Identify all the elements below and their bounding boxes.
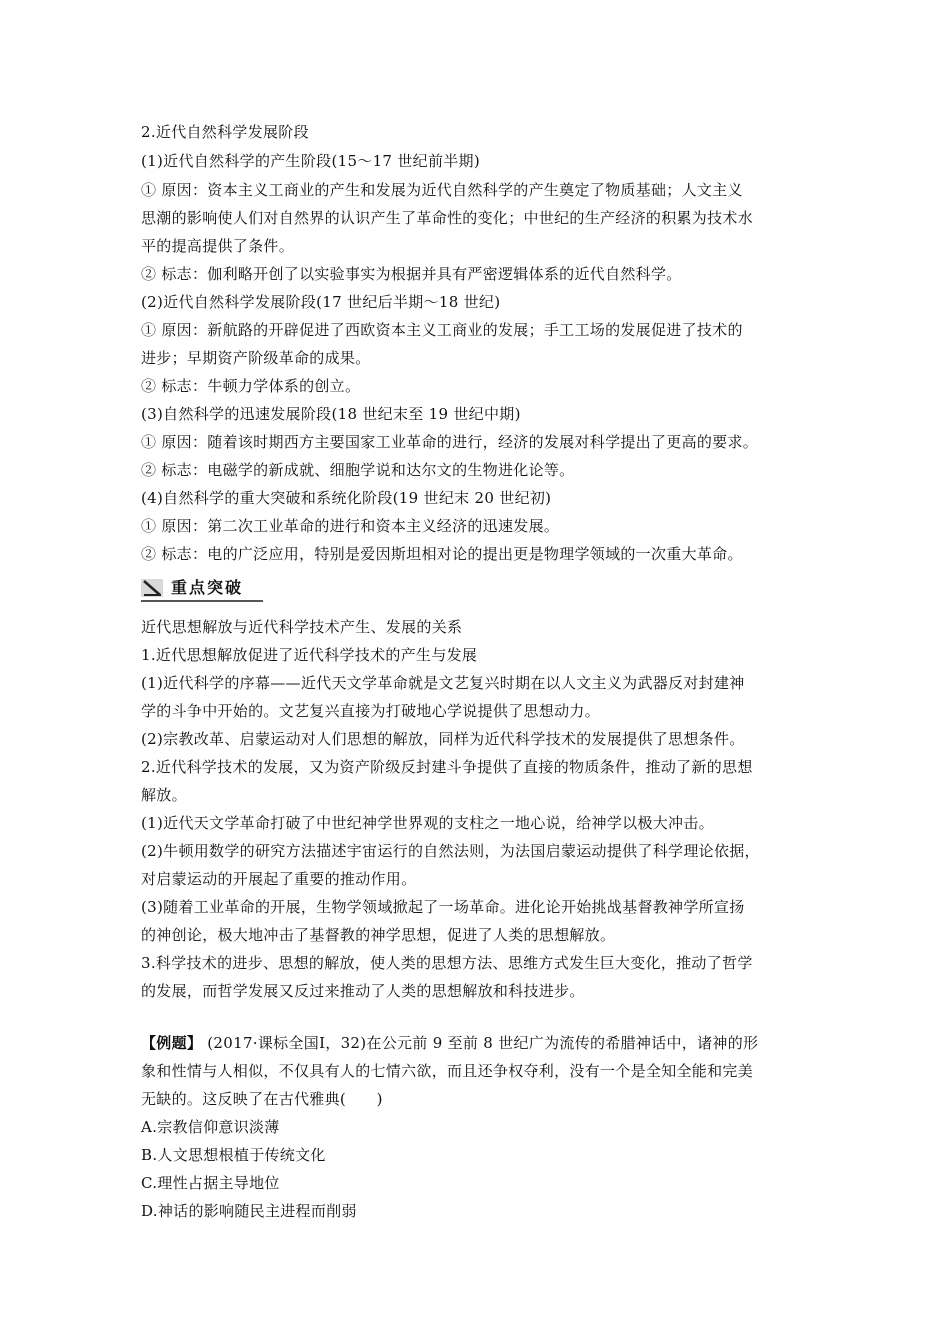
- block1-line: ② 标志：伽利略开创了以实验事实为根据并具有严密逻辑体系的近代自然科学。: [141, 265, 682, 283]
- option-d: D.神话的影响随民主进程而削弱: [141, 1202, 357, 1220]
- option-a: A.宗教信仰意识淡薄: [141, 1118, 280, 1136]
- block2-line: (1)近代科学的序幕——近代天文学革命就是文艺复兴时期在以人文主义为武器反对封建神: [141, 674, 745, 692]
- section-title: 重点突破: [171, 578, 244, 597]
- block1-line: 平的提高提供了条件。: [141, 237, 295, 255]
- block2-line: (2)宗教改革、启蒙运动对人们思想的解放，同样为近代科学技术的发展提供了思想条件。: [141, 730, 745, 748]
- block1-line: ② 标志：电的广泛应用，特别是爱因斯坦相对论的提出更是物理学领域的一次重大革命。: [141, 545, 743, 563]
- block2-line: 1.近代思想解放促进了近代科学技术的产生与发展: [141, 646, 478, 664]
- block2-line: 的神创论，极大地冲击了基督教的神学思想，促进了人类的思想解放。: [141, 926, 616, 944]
- slash-box-icon: [141, 579, 163, 597]
- block2-line: 解放。: [141, 786, 187, 804]
- block2-line: 的发展，而哲学发展又反过来推动了人类的思想解放和科技进步。: [141, 982, 585, 1000]
- block1-line: ① 原因：随着该时期西方主要国家工业革命的进行，经济的发展对科学提出了更高的要求。: [141, 433, 759, 451]
- example-tag: 【例题】: [141, 1034, 203, 1052]
- block2-line: 对启蒙运动的开展起了重要的推动作用。: [141, 870, 417, 888]
- block1-heading: 2.近代自然科学发展阶段: [141, 123, 309, 141]
- example-first-line: [141, 1033, 821, 1053]
- section-header: [141, 575, 261, 601]
- block1-line: ① 原因：第二次工业革命的进行和资本主义经济的迅速发展。: [141, 517, 560, 535]
- block1-line: (1)近代自然科学的产生阶段(15～17 世纪前半期): [141, 152, 480, 170]
- block1-line: 思潮的影响使人们对自然界的认识产生了革命性的变化；中世纪的生产经济的积累为技术水: [141, 209, 754, 227]
- option-b: B.人文思想根植于传统文化: [141, 1146, 326, 1164]
- block2-line: 近代思想解放与近代科学技术产生、发展的关系: [141, 618, 463, 636]
- block2-line: (2)牛顿用数学的研究方法描述宇宙运行的自然法则，为法国启蒙运动提供了科学理论依据，: [141, 842, 760, 860]
- block2-line: 3.科学技术的进步、思想的解放，使人类的思想方法、思维方式发生巨大变化，推动了哲学: [141, 954, 753, 972]
- example-question-start: (2017·课标全国Ⅰ，32)在公元前 9 至前 8 世纪广为流传的希腊神话中，诸神的形: [202, 1034, 759, 1052]
- block1-line: ① 原因：新航路的开辟促进了西欧资本主义工商业的发展；手工工场的发展促进了技术的: [141, 321, 743, 339]
- block2-line: (1)近代天文学革命打破了中世纪神学世界观的支柱之一地心说，给神学以极大冲击。: [141, 814, 714, 832]
- block1-line: ② 标志：电磁学的新成就、细胞学说和达尔文的生物进化论等。: [141, 461, 575, 479]
- section-divider: [141, 600, 263, 602]
- block2-line: (3)随着工业革命的开展，生物学领域掀起了一场革命。进化论开始挑战基督教神学所宣扬: [141, 898, 745, 916]
- block1-line: 进步；早期资产阶级革命的成果。: [141, 349, 371, 367]
- block2-line: 学的斗争中开始的。文艺复兴直接为打破地心学说提供了思想动力。: [141, 702, 601, 720]
- block2-line: 2.近代科学技术的发展，又为资产阶级反封建斗争提供了直接的物质条件，推动了新的思想: [141, 758, 753, 776]
- example-line: 象和性情与人相似，不仅具有人的七情六欲，而且还争权夺利，没有一个是全知全能和完美: [141, 1062, 754, 1080]
- block1-line: (4)自然科学的重大突破和系统化阶段(19 世纪末 20 世纪初): [141, 489, 552, 507]
- example-line: 无缺的。这反映了在古代雅典( ): [141, 1090, 383, 1108]
- block1-line: ① 原因：资本主义工商业的产生和发展为近代自然科学的产生奠定了物质基础；人文主义: [141, 181, 743, 199]
- block1-line: ② 标志：牛顿力学体系的创立。: [141, 377, 361, 395]
- block1-line: (2)近代自然科学发展阶段(17 世纪后半期～18 世纪): [141, 293, 501, 311]
- option-c: C.理性占据主导地位: [141, 1174, 280, 1192]
- block1-line: (3)自然科学的迅速发展阶段(18 世纪末至 19 世纪中期): [141, 405, 521, 423]
